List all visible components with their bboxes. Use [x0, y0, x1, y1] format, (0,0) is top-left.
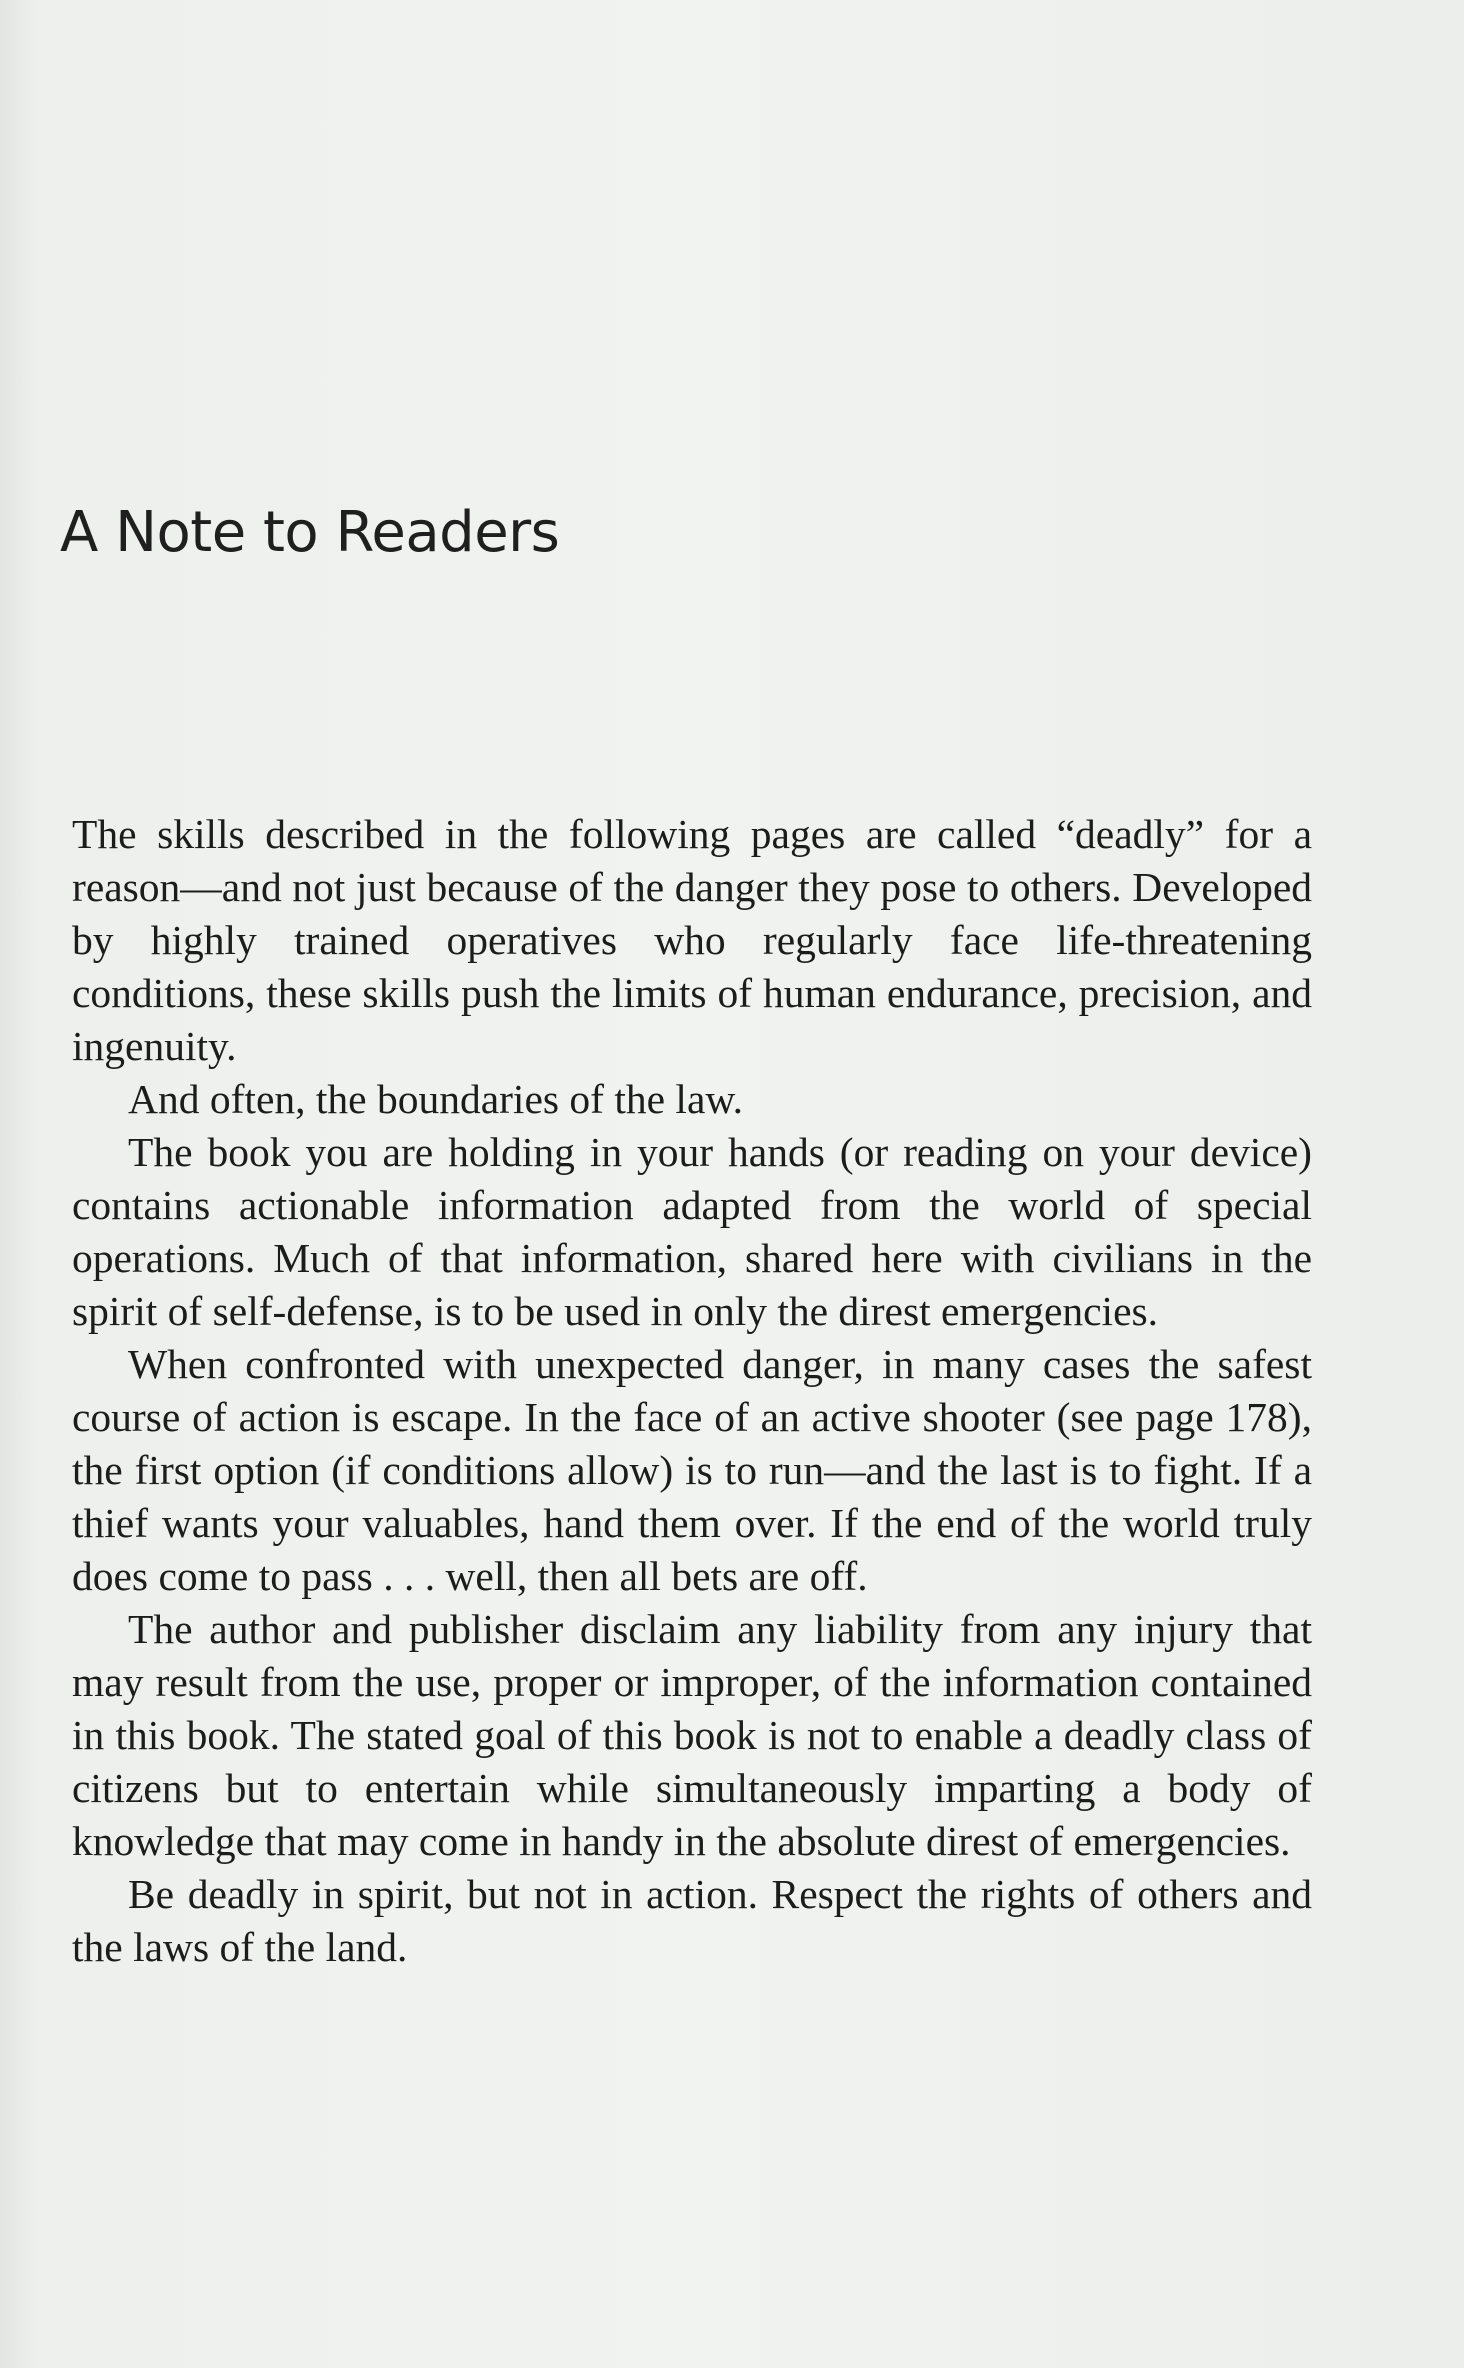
body-text: [72, 808, 1312, 1974]
paragraph-disclaimer: The author and publisher disclaim any liability from any injury that may result from the use, proper or improper, of the information contained in this book. The stated goal of this book is not to enable a deadly class of citizens but to entertain while simultaneously imparting a body of knowledge that may come in handy in the absolute direst of emergencies.: [72, 1606, 1312, 1864]
paragraph-law: And often, the boundaries of the law.: [128, 1076, 744, 1122]
paragraph-book-contents: The book you are holding in your hands (or reading on your device) contains actionable information adapted from the world of special operations. Much of that information, shared here with civilians in the spirit of self-defense, is to be used in only the direst emergencies.: [72, 1129, 1312, 1334]
paragraph-escape: When confronted with unexpected danger, in many cases the safest course of action is escape. In the face of an active shooter (see page 178), the first option (if conditions allow) is to run—and the last is to fight. If a thief wants your valuables, hand them over. If the end of the world truly does come to pass . . . well, then all bets are off.: [72, 1341, 1312, 1599]
page-title: A Note to Readers: [60, 500, 560, 565]
paragraph-closing: Be deadly in spirit, but not in action. Respect the rights of others and the laws of the land.: [72, 1871, 1312, 1970]
paragraph-intro: The skills described in the following pages are called “deadly” for a reason—and not just because of the danger they pose to others. Developed by highly trained operatives who regularly face life-threatening conditions, these skills push the limits of human endurance, precision, and ingenuity.: [72, 811, 1312, 1069]
